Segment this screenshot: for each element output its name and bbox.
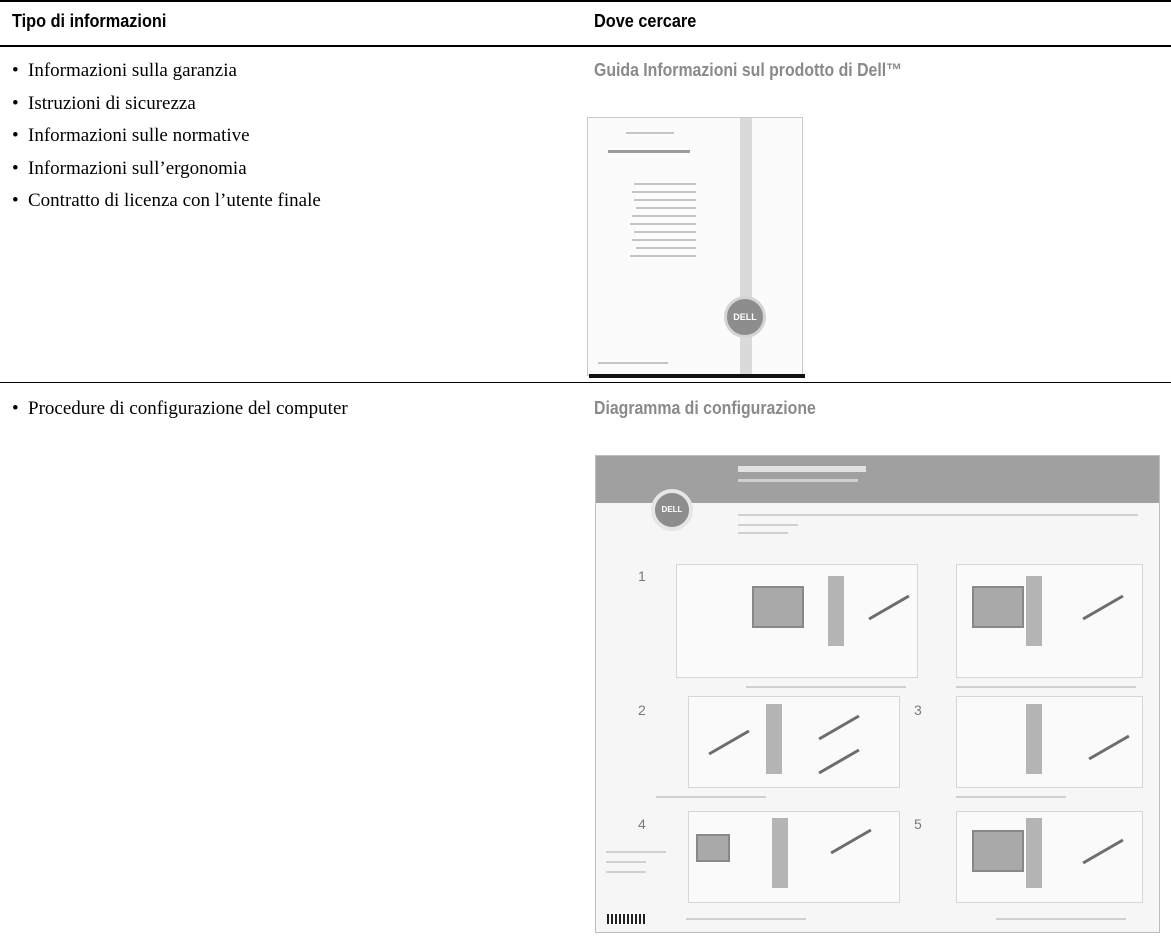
bullet-icon: • (12, 125, 19, 146)
bullet-icon: • (12, 60, 19, 81)
tower-icon (1026, 576, 1042, 646)
booklet-text-line (630, 223, 696, 225)
tower-icon (772, 818, 788, 888)
bullet-icon: • (12, 190, 19, 211)
list-item: • Procedure di configurazione del computer (12, 398, 348, 419)
list-item: • Informazioni sulle normative (12, 125, 250, 146)
row-rule (0, 382, 1171, 383)
list-item: • Informazioni sulla garanzia (12, 60, 237, 81)
dell-logo-icon: DELL (724, 296, 766, 338)
barcode-icon (607, 914, 645, 924)
column-header-where-to-look: Dove cercare (594, 10, 697, 31)
info-type-list (12, 59, 321, 222)
tower-icon (1026, 818, 1042, 888)
diagram-side-line (606, 851, 666, 853)
source-title-product-guide: Guida Informazioni sul prodotto di Dell™ (594, 60, 902, 80)
column-header-info-type: Tipo di informazioni (12, 10, 167, 31)
bullet-icon: • (12, 398, 19, 419)
step-number: 4 (638, 816, 646, 832)
booklet-title-line (608, 150, 690, 153)
booklet-text-line (634, 199, 696, 201)
bullet-icon: • (12, 157, 19, 179)
diagram-side-line (606, 871, 646, 873)
diagram-legend-line (738, 524, 798, 526)
diagram-step-panel (688, 696, 900, 788)
list-item: • Istruzioni di sicurezza (12, 92, 196, 114)
step-number: 2 (638, 702, 646, 718)
diagram-caption-line (656, 796, 766, 798)
diagram-header-subtitle-line (738, 479, 858, 482)
info-type-list (12, 397, 348, 430)
diagram-caption-line (956, 686, 1136, 688)
product-guide-image (587, 117, 805, 378)
dell-logo-icon: DELL (651, 489, 693, 531)
diagram-header-title-line (738, 466, 866, 472)
diagram-legend-line (738, 514, 1138, 516)
booklet-shadow (589, 374, 805, 378)
header-rule (0, 45, 1171, 47)
monitor-icon (972, 586, 1024, 628)
bullet-icon: • (12, 92, 19, 114)
step-number: 1 (638, 568, 646, 584)
step-number: 5 (914, 816, 922, 832)
booklet-text-line (634, 231, 696, 233)
monitor-icon (696, 834, 730, 862)
diagram-caption-line (956, 796, 1066, 798)
step-number: 3 (914, 702, 922, 718)
booklet-text-line (632, 215, 696, 217)
monitor-icon (972, 830, 1024, 872)
booklet-text-line (636, 247, 696, 249)
list-item: • Informazioni sull’ergonomia (12, 157, 247, 179)
table-top-rule (0, 0, 1171, 2)
booklet-text-line (632, 191, 696, 193)
booklet-page (587, 117, 803, 376)
booklet-text-line (636, 207, 696, 209)
booklet-text-line (632, 239, 696, 241)
list-item: • Contratto di licenza con l’utente finale (12, 190, 321, 211)
tower-icon (828, 576, 844, 646)
booklet-footer-line (598, 362, 668, 364)
booklet-text-line (634, 183, 696, 185)
diagram-side-line (606, 861, 646, 863)
monitor-icon (752, 586, 804, 628)
diagram-footer-line (686, 918, 806, 920)
source-title-setup-diagram: Diagramma di configurazione (594, 398, 816, 418)
diagram-legend-line (738, 532, 788, 534)
setup-diagram-image (595, 455, 1160, 933)
booklet-text-line (626, 132, 674, 134)
booklet-text-line (630, 255, 696, 257)
diagram-caption-line (746, 686, 906, 688)
tower-icon (1026, 704, 1042, 774)
diagram-footer-line (996, 918, 1126, 920)
tower-icon (766, 704, 782, 774)
